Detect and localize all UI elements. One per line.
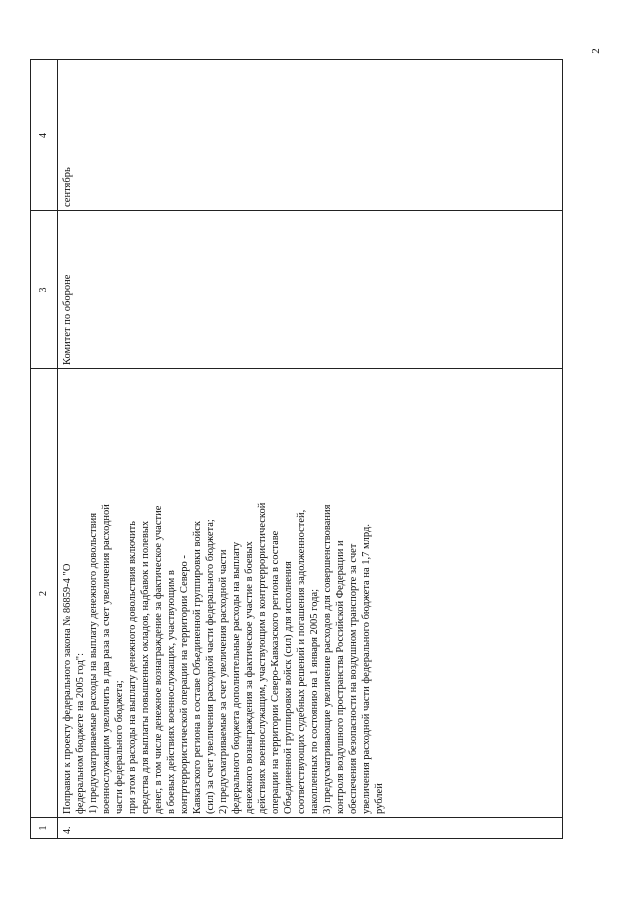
amendment-text-line: Кавказского региона в составе Объединенной группировки войск	[192, 520, 203, 814]
amendment-text-line: накопленных по состоянию на 1 января 2005 года;	[309, 588, 320, 814]
amendment-text-line: рублей	[374, 783, 385, 814]
amendment-text-line: средства для выплаты повышенных окладов, надбавок и полевых	[140, 520, 151, 814]
amendment-text-line: соответствующих судебных решений и погашения задолженностей,	[296, 509, 307, 814]
amendment-text-line: федеральном бюджете на 2005 год":	[75, 652, 86, 814]
amendment-text-line: контроля воздушного пространства Российской Федерации и	[335, 540, 346, 814]
amendment-text-line: федерального бюджета дополнительные расходы на выплату	[231, 541, 242, 814]
amendment-text-line: Объединенной группировки войск (сил) для исполнения	[283, 561, 294, 814]
table-rotation-wrapper	[30, 59, 563, 839]
amendment-text-line: при этом в расходы на выплату денежного довольствия включить	[127, 521, 138, 814]
amendment-text-line: 2) предусматриваемые за счет увеличения расходной части	[218, 549, 229, 814]
amendment-text-line: Поправки к проекту федерального закона № 86859-4 "О	[62, 563, 73, 814]
document-table	[30, 59, 563, 839]
amendment-text-line: обеспечения безопасности на воздушном транспорте за счет	[348, 543, 359, 814]
column-header-4: 4	[38, 133, 49, 138]
amendment-text	[61, 374, 386, 814]
amendment-text-line: части федерального бюджета;	[114, 680, 125, 814]
amendment-text-line: 1) предусматриваемые расходы на выплату денежного довольствия	[88, 512, 99, 814]
column-divider	[31, 368, 562, 369]
column-header-1: 1	[38, 825, 49, 831]
amendment-text-line: действиях военнослужащим, участвующим в контртеррористической	[257, 502, 268, 814]
amendment-text-line: (сил) за счет увеличения расходной части федерального бюджета;	[205, 519, 216, 814]
amendment-text-line: 3) предусматривающие увеличение расходов для совершенствования	[322, 504, 333, 814]
column-header-3: 3	[38, 287, 49, 293]
column-divider	[31, 817, 562, 818]
amendment-text-line: контртеррористической операции на территории Северо -	[179, 555, 190, 814]
amendment-text-line: в боевых действиях военнослужащих, участвующим в	[166, 570, 177, 814]
amendment-text-line: денег, в том числе денежное вознаграждение за фактическое участие	[153, 505, 164, 814]
amendment-text-line: операции на территории Северо-Кавказского региона в составе	[270, 530, 281, 814]
header-divider	[57, 60, 58, 838]
amendment-text-line: денежного вознаграждения за фактическое участие в боевых	[244, 541, 255, 814]
amendment-text-line: военнослужащим увеличить в два раза за счет увеличения расходной	[101, 504, 112, 814]
deadline-term: сентябрь	[62, 167, 73, 207]
row-number: 4.	[62, 826, 73, 834]
column-header-2: 2	[38, 591, 49, 596]
column-divider	[31, 210, 562, 211]
responsible-committee: Комитет по обороне	[62, 274, 73, 365]
page-number: 2	[590, 48, 602, 54]
amendment-text-line: увеличения расходной части федерального бюджета на 1,7 млрд.	[361, 524, 372, 814]
